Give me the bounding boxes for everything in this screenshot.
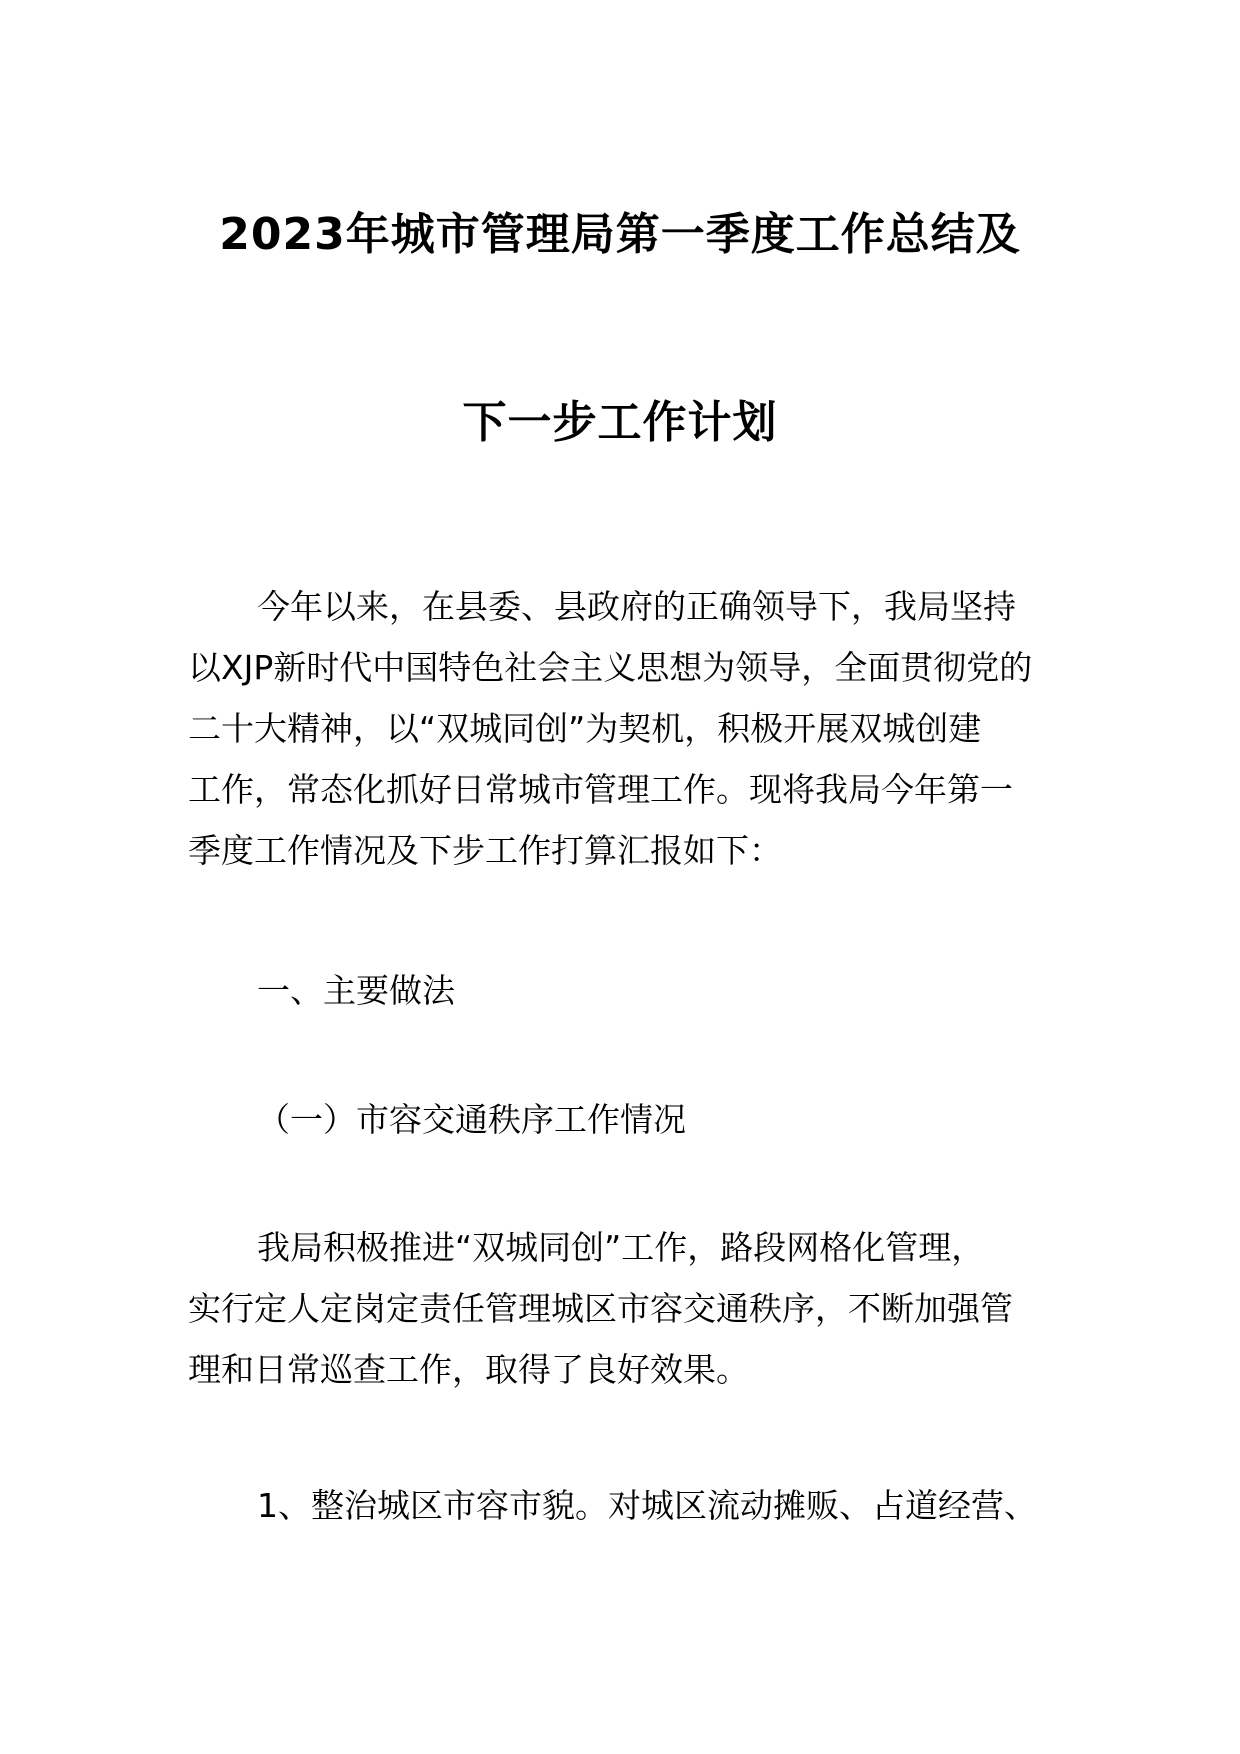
document-title-line-1: 2023年城市管理局第一季度工作总结及 — [219, 209, 1021, 260]
intro-paragraph-line-1: 今年以来，在县委、县政府的正确领导下，我局坚持 — [257, 587, 1016, 626]
list-item-1: 1、整治城区市容市貌。对城区流动摊贩、占道经营、 — [257, 1486, 1037, 1525]
intro-paragraph-line-2: 以XJP新时代中国特色社会主义思想为领导，全面贯彻党的 — [188, 648, 1033, 687]
subsection-paragraph-line-3: 理和日常巡查工作，取得了良好效果。 — [188, 1350, 749, 1389]
subsection-paragraph-line-1: 我局积极推进“双城同创”工作，路段网格化管理， — [257, 1228, 985, 1267]
intro-paragraph-line-3: 二十大精神，以“双城同创”为契机，积极开展双城创建 — [188, 709, 982, 748]
intro-paragraph-line-4: 工作，常态化抓好日常城市管理工作。现将我局今年第一 — [188, 770, 1013, 809]
section-heading-main-practices: 一、主要做法 — [257, 971, 455, 1010]
document-title-line-2: 下一步工作计划 — [462, 397, 778, 448]
subsection-paragraph-line-2: 实行定人定岗定责任管理城区市容交通秩序，不断加强管 — [188, 1289, 1013, 1328]
intro-paragraph-line-5: 季度工作情况及下步工作打算汇报如下： — [188, 831, 782, 870]
subsection-heading-traffic-order: （一）市容交通秩序工作情况 — [257, 1100, 686, 1139]
